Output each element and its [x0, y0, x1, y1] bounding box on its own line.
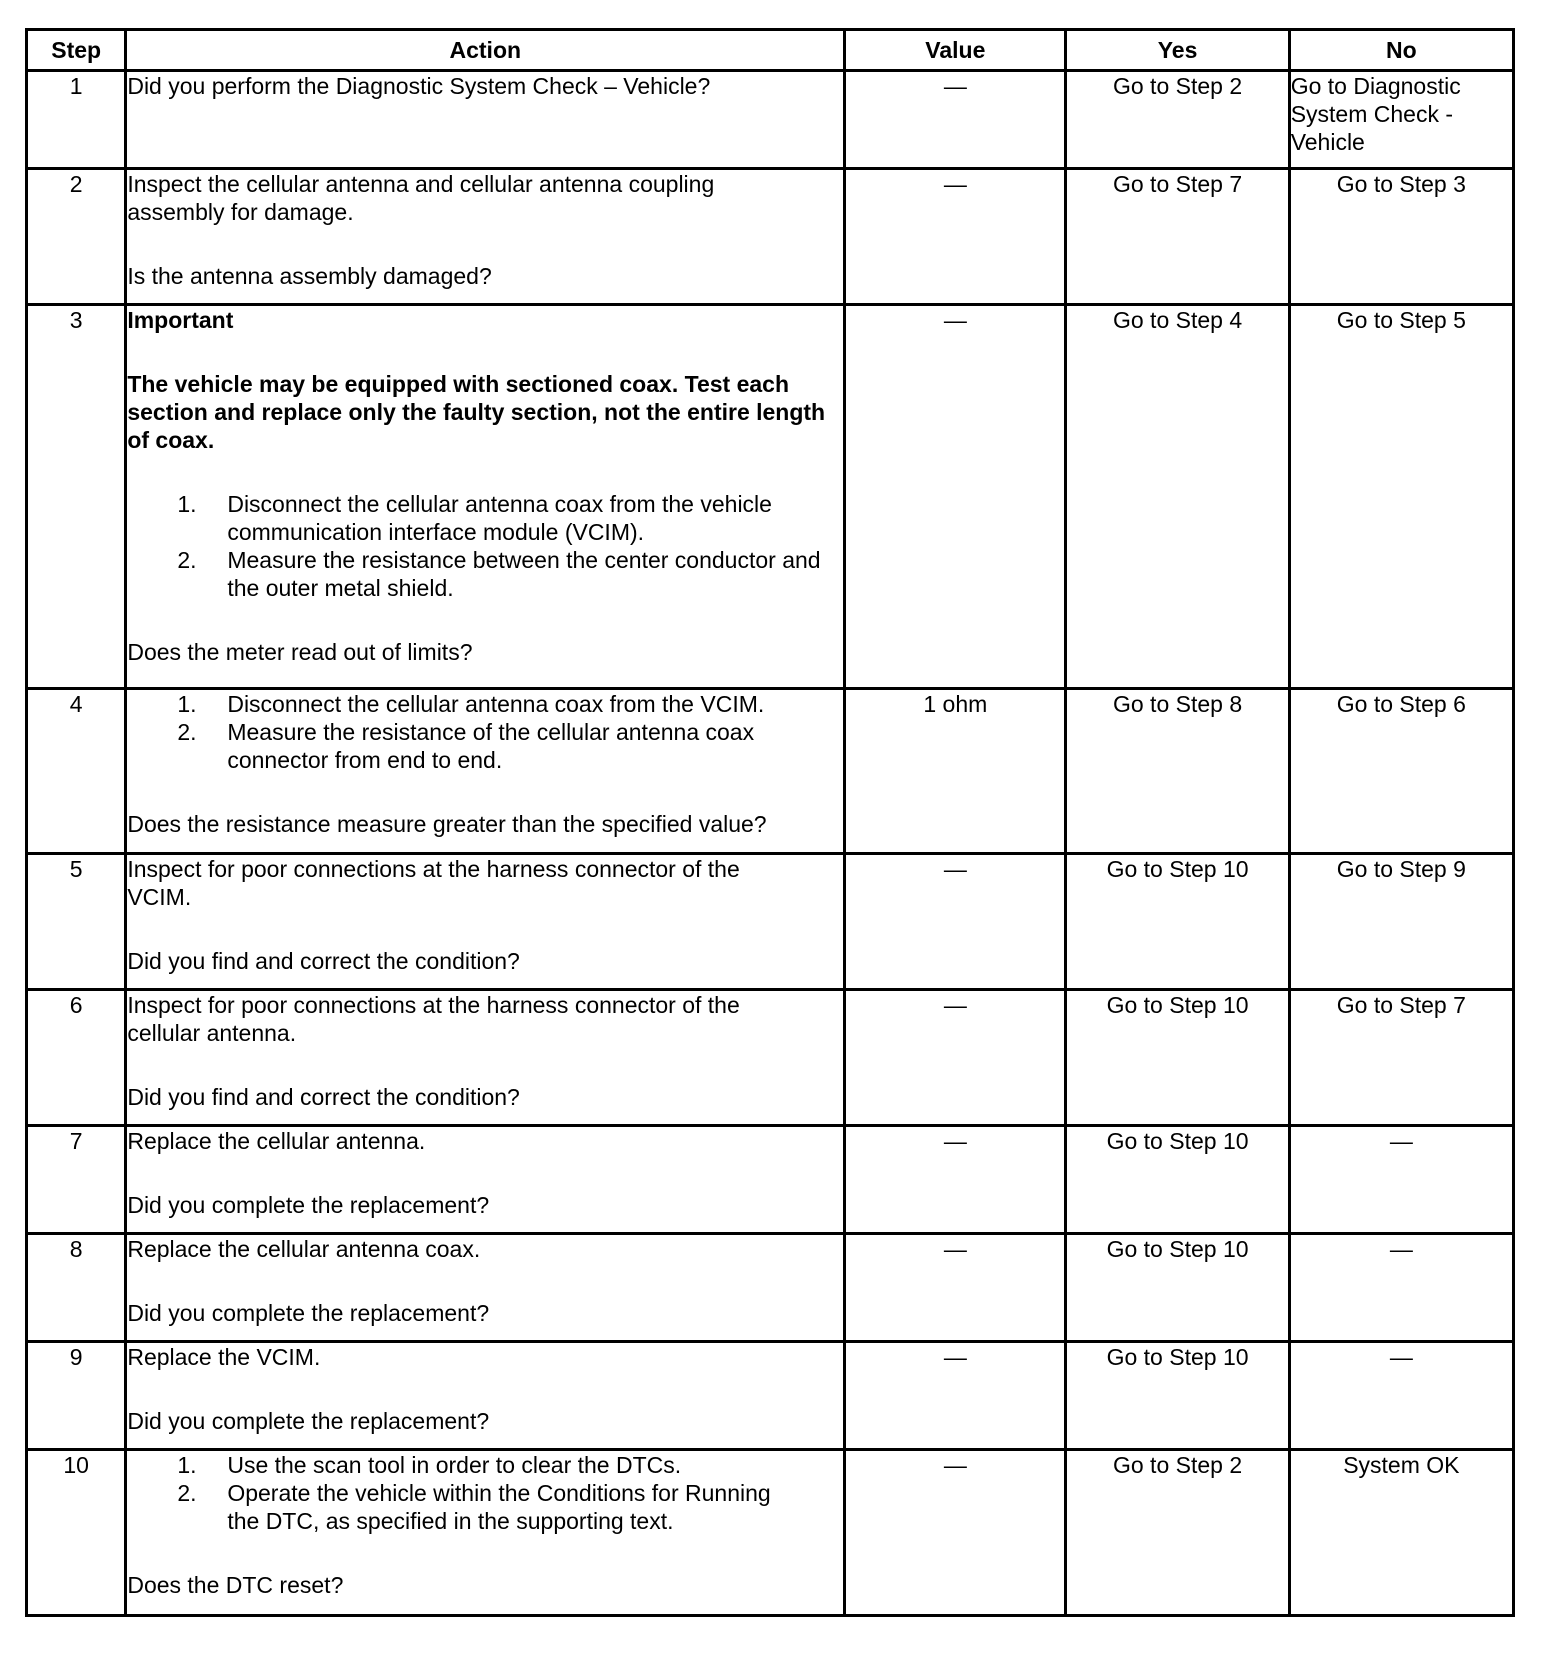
- procedure-list: [127, 1451, 843, 1535]
- important-note: The vehicle may be equipped with sectioned coax. Test each section and replace only the faulty section, not the entire length of coax.: [127, 371, 826, 453]
- yes-cell: Go to Step 2: [1066, 1450, 1289, 1616]
- action-cell: [126, 854, 845, 990]
- list-item: [127, 690, 843, 718]
- action-question: Did you find and correct the condition?: [127, 1084, 520, 1110]
- diagnostic-table: [25, 28, 1515, 1617]
- list-text: Disconnect the cellular antenna coax from the vehicle communication interface module (VCIM).: [227, 491, 772, 545]
- yes-cell: Go to Step 10: [1066, 1234, 1289, 1342]
- table-row: [27, 689, 1514, 854]
- action-question: Is the antenna assembly damaged?: [127, 263, 492, 289]
- procedure-list: [127, 690, 843, 774]
- header-action: Action: [126, 30, 845, 71]
- table-row: [27, 1126, 1514, 1234]
- step-number: 5: [27, 854, 126, 990]
- table-row: [27, 71, 1514, 169]
- header-value: Value: [845, 30, 1066, 71]
- action-cell: [126, 71, 845, 169]
- header-step: Step: [27, 30, 126, 71]
- yes-cell: Go to Step 4: [1066, 305, 1289, 689]
- action-text: Inspect the cellular antenna and cellular antenna coupling assembly for damage.: [127, 171, 715, 225]
- step-number: 10: [27, 1450, 126, 1616]
- step-number: 9: [27, 1342, 126, 1450]
- action-question: Does the meter read out of limits?: [127, 639, 473, 665]
- list-text: Use the scan tool in order to clear the DTCs.: [227, 1452, 682, 1478]
- no-cell: —: [1289, 1342, 1513, 1450]
- no-cell: Go to Step 6: [1289, 689, 1513, 854]
- value-cell: —: [845, 1450, 1066, 1616]
- list-number: 2.: [177, 547, 197, 573]
- list-number: 1.: [177, 691, 197, 717]
- action-cell: [126, 305, 845, 689]
- step-number: 7: [27, 1126, 126, 1234]
- value-cell: 1 ohm: [845, 689, 1066, 854]
- list-number: 1.: [177, 1452, 197, 1478]
- table-row: [27, 854, 1514, 990]
- header-yes: Yes: [1066, 30, 1289, 71]
- list-item: [127, 490, 843, 546]
- table-row: [27, 305, 1514, 689]
- action-text: Replace the VCIM.: [127, 1344, 321, 1370]
- step-number: 8: [27, 1234, 126, 1342]
- no-cell: System OK: [1289, 1450, 1513, 1616]
- list-number: 2.: [177, 719, 197, 745]
- value-cell: —: [845, 169, 1066, 305]
- action-question: Did you complete the replacement?: [127, 1192, 490, 1218]
- action-text: Replace the cellular antenna.: [127, 1128, 426, 1154]
- no-cell: —: [1289, 1126, 1513, 1234]
- value-cell: —: [845, 1342, 1066, 1450]
- list-text: Measure the resistance between the center conductor and the outer metal shield.: [227, 547, 821, 601]
- step-number: 4: [27, 689, 126, 854]
- list-text: Disconnect the cellular antenna coax from the VCIM.: [227, 691, 765, 717]
- list-item: [127, 546, 843, 602]
- action-question: Did you complete the replacement?: [127, 1300, 490, 1326]
- action-cell: [126, 689, 845, 854]
- yes-cell: Go to Step 8: [1066, 689, 1289, 854]
- no-cell: Go to Step 9: [1289, 854, 1513, 990]
- action-text: Inspect for poor connections at the harness connector of the VCIM.: [127, 856, 740, 910]
- yes-cell: Go to Step 7: [1066, 169, 1289, 305]
- action-cell: [126, 1342, 845, 1450]
- header-no: No: [1289, 30, 1513, 71]
- important-label: Important: [127, 307, 234, 333]
- no-cell: Go to Step 5: [1289, 305, 1513, 689]
- no-cell: Go to Step 3: [1289, 169, 1513, 305]
- yes-cell: Go to Step 10: [1066, 1126, 1289, 1234]
- header-row: [27, 30, 1514, 71]
- value-cell: —: [845, 71, 1066, 169]
- yes-cell: Go to Step 2: [1066, 71, 1289, 169]
- list-number: 2.: [177, 1480, 197, 1506]
- action-text: Did you perform the Diagnostic System Check – Vehicle?: [127, 73, 711, 99]
- list-text: Measure the resistance of the cellular antenna coax connector from end to end.: [227, 719, 755, 773]
- no-cell: Go to Diagnostic System Check - Vehicle: [1289, 71, 1513, 169]
- step-number: 2: [27, 169, 126, 305]
- table-row: [27, 990, 1514, 1126]
- action-cell: [126, 1126, 845, 1234]
- yes-cell: Go to Step 10: [1066, 854, 1289, 990]
- no-cell: —: [1289, 1234, 1513, 1342]
- list-item: [127, 718, 843, 774]
- action-cell: [126, 1450, 845, 1616]
- action-question: Does the DTC reset?: [127, 1572, 344, 1598]
- step-number: 3: [27, 305, 126, 689]
- action-cell: [126, 990, 845, 1126]
- action-question: Did you find and correct the condition?: [127, 948, 520, 974]
- step-number: 6: [27, 990, 126, 1126]
- table-row: [27, 1342, 1514, 1450]
- action-text: Inspect for poor connections at the harness connector of the cellular antenna.: [127, 992, 740, 1046]
- table-row: [27, 169, 1514, 305]
- table-row: [27, 1450, 1514, 1616]
- action-cell: [126, 169, 845, 305]
- action-question: Did you complete the replacement?: [127, 1408, 490, 1434]
- table-row: [27, 1234, 1514, 1342]
- value-cell: —: [845, 1126, 1066, 1234]
- value-cell: —: [845, 990, 1066, 1126]
- no-cell: Go to Step 7: [1289, 990, 1513, 1126]
- action-cell: [126, 1234, 845, 1342]
- action-text: Replace the cellular antenna coax.: [127, 1236, 481, 1262]
- procedure-list: [127, 490, 843, 602]
- value-cell: —: [845, 1234, 1066, 1342]
- action-question: Does the resistance measure greater than the specified value?: [127, 811, 767, 837]
- value-cell: —: [845, 854, 1066, 990]
- list-item: [127, 1451, 843, 1479]
- yes-cell: Go to Step 10: [1066, 990, 1289, 1126]
- yes-cell: Go to Step 10: [1066, 1342, 1289, 1450]
- list-item: [127, 1479, 843, 1535]
- list-number: 1.: [177, 491, 197, 517]
- list-text: Operate the vehicle within the Conditions for Running the DTC, as specified in the supporting text.: [227, 1480, 771, 1534]
- value-cell: —: [845, 305, 1066, 689]
- step-number: 1: [27, 71, 126, 169]
